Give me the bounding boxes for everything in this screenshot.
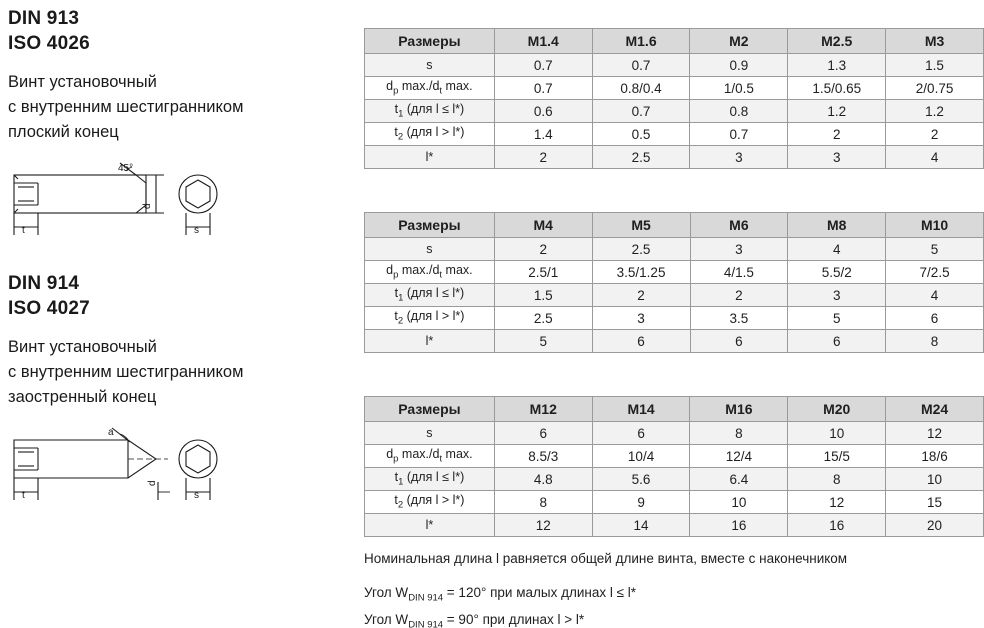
- table-row: [365, 146, 984, 169]
- dimensions-table-3: [364, 396, 984, 537]
- desc-line-3: плоский конец: [8, 123, 119, 141]
- cell: 0.8/0.4: [592, 77, 690, 100]
- row-label-t2: $t_2$ (для l > l*): [365, 123, 495, 146]
- cell: 6: [592, 422, 690, 445]
- col-header-m10: M10: [886, 213, 984, 238]
- cell: 5: [494, 330, 592, 353]
- cell: 18/6: [886, 445, 984, 468]
- col-header-sizes: Размеры: [365, 213, 495, 238]
- col-header-m14: M1.4: [494, 29, 592, 54]
- standard-block-din913: [8, 6, 348, 245]
- dimensions-table-1-wrapper: [364, 28, 984, 169]
- table-row: [365, 307, 984, 330]
- cell: 8: [886, 330, 984, 353]
- cell: 15/5: [788, 445, 886, 468]
- cell: 2: [788, 123, 886, 146]
- col-header-m3: M3: [886, 29, 984, 54]
- cell: 6.4: [690, 468, 788, 491]
- cell: 0.7: [494, 54, 592, 77]
- row-label-dp-dt: $d_p$ $\max./d_t$ max.: [365, 261, 495, 284]
- cell: 10: [788, 422, 886, 445]
- col-header-m16: M1.6: [592, 29, 690, 54]
- cell: 0.7: [592, 100, 690, 123]
- std2-title-line2: ISO 4027: [8, 298, 90, 319]
- row-label-t1: $t_1$ (для l ≤ l*): [365, 100, 495, 123]
- row-label-dp-dt: $d_p$ $\max./d_t$ max.: [365, 77, 495, 100]
- cell: 0.8: [690, 100, 788, 123]
- col-header-sizes: Размеры: [365, 29, 495, 54]
- cell: 2: [690, 284, 788, 307]
- cell: 2: [494, 146, 592, 169]
- dimensions-table-2-wrapper: [364, 212, 984, 353]
- note-angles: [364, 582, 964, 628]
- table-row: [365, 491, 984, 514]
- col-header-m12: M12: [494, 397, 592, 422]
- cell: 2.5: [592, 238, 690, 261]
- standard-block-din914: [8, 271, 348, 510]
- cell: 2: [494, 238, 592, 261]
- cell: 1/0.5: [690, 77, 788, 100]
- col-header-m14: M14: [592, 397, 690, 422]
- cell: 3: [788, 146, 886, 169]
- cell: 5: [788, 307, 886, 330]
- angle-label-alpha: a: [108, 427, 114, 438]
- cell: 5: [886, 238, 984, 261]
- table-header-row: [365, 213, 984, 238]
- cell: 5.5/2: [788, 261, 886, 284]
- cell: 3: [690, 238, 788, 261]
- cell: 4.8: [494, 468, 592, 491]
- col-header-m24: M24: [886, 397, 984, 422]
- cell: 2.5: [494, 307, 592, 330]
- cell: 3: [788, 284, 886, 307]
- row-label-lstar: l*: [365, 146, 495, 169]
- description-din914: [8, 335, 348, 410]
- cell: 1.5: [494, 284, 592, 307]
- row-label-t2: $t_2$ (для l > l*): [365, 307, 495, 330]
- cell: 4: [788, 238, 886, 261]
- table-row: [365, 330, 984, 353]
- table-header-row: [365, 29, 984, 54]
- label2-d: d: [147, 480, 158, 486]
- row-label-dp-dt: $d_p$ $\max./d_t$ max.: [365, 445, 495, 468]
- col-header-m6: M6: [690, 213, 788, 238]
- cell: 12: [494, 514, 592, 537]
- cell: 1.5: [886, 54, 984, 77]
- cell: 3: [690, 146, 788, 169]
- table-header-row: [365, 397, 984, 422]
- angle-label-45: 45°: [118, 163, 134, 174]
- label-s: s: [194, 225, 199, 236]
- cell: 6: [788, 330, 886, 353]
- cell: 3.5/1.25: [592, 261, 690, 284]
- cell: 20: [886, 514, 984, 537]
- desc2-line-2: с внутренним шестигранником: [8, 363, 244, 381]
- desc2-line-1: Винт установочный: [8, 338, 157, 356]
- table-row: [365, 123, 984, 146]
- dimensions-table-2: [364, 212, 984, 353]
- note-nominal-length: Номинальная длина l равняется общей длине винта, вместе с наконечником: [364, 551, 848, 566]
- cell: 0.6: [494, 100, 592, 123]
- cell: 5.6: [592, 468, 690, 491]
- cell: 6: [690, 330, 788, 353]
- cell: 2.5/1: [494, 261, 592, 284]
- cell: 2: [592, 284, 690, 307]
- cell: 0.7: [690, 123, 788, 146]
- col-header-m2: M2: [690, 29, 788, 54]
- cell: 2/0.75: [886, 77, 984, 100]
- notes-section: [364, 549, 964, 628]
- col-header-m20: M20: [788, 397, 886, 422]
- col-header-sizes: Размеры: [365, 397, 495, 422]
- drawing-din914: [8, 426, 240, 510]
- note-angle-90: Угол $W_{DIN 914} = 90^\circ$ при длинах l > l*: [364, 611, 585, 628]
- cell: 1.2: [886, 100, 984, 123]
- table-row: [365, 238, 984, 261]
- description-din913: [8, 70, 348, 145]
- cell: 1.3: [788, 54, 886, 77]
- table-row: [365, 468, 984, 491]
- cell: 12/4: [690, 445, 788, 468]
- cell: 10/4: [592, 445, 690, 468]
- cell: 9: [592, 491, 690, 514]
- cell: 10: [690, 491, 788, 514]
- row-label-t2: $t_2$ (для l > l*): [365, 491, 495, 514]
- row-label-s: s: [365, 54, 495, 77]
- table-row: [365, 77, 984, 100]
- cell: 8: [690, 422, 788, 445]
- dimensions-table-3-wrapper: [364, 396, 984, 537]
- dimensions-table-1: [364, 28, 984, 169]
- std-title-line2: ISO 4026: [8, 33, 90, 54]
- cell: 8: [788, 468, 886, 491]
- cell: 8.5/3: [494, 445, 592, 468]
- screw-flat-point-drawing: [8, 161, 240, 245]
- col-header-m4: M4: [494, 213, 592, 238]
- cell: 0.7: [494, 77, 592, 100]
- cell: 0.9: [690, 54, 788, 77]
- row-label-lstar: l*: [365, 330, 495, 353]
- col-header-m25: M2.5: [788, 29, 886, 54]
- col-header-m5: M5: [592, 213, 690, 238]
- cell: 12: [886, 422, 984, 445]
- cell: 16: [788, 514, 886, 537]
- col-header-m16: M16: [690, 397, 788, 422]
- cell: 12: [788, 491, 886, 514]
- cell: 1.2: [788, 100, 886, 123]
- cell: 6: [592, 330, 690, 353]
- row-label-s: s: [365, 238, 495, 261]
- cell: 4: [886, 146, 984, 169]
- screw-cone-point-drawing: [8, 426, 240, 510]
- cell: 2: [886, 123, 984, 146]
- table-row: [365, 422, 984, 445]
- col-header-m8: M8: [788, 213, 886, 238]
- note-angle-120: Угол $W_{DIN 914} = 120^\circ$ при малых длинах l ≤ l*: [364, 585, 637, 604]
- row-label-t1: $t_1$ (для l ≤ l*): [365, 468, 495, 491]
- cell: 15: [886, 491, 984, 514]
- cell: 10: [886, 468, 984, 491]
- row-label-t1: $t_1$ (для l ≤ l*): [365, 284, 495, 307]
- cell: 0.7: [592, 54, 690, 77]
- cell: 16: [690, 514, 788, 537]
- desc2-line-3: заостренный конец: [8, 388, 157, 406]
- row-label-s: s: [365, 422, 495, 445]
- cell: 6: [494, 422, 592, 445]
- cell: 8: [494, 491, 592, 514]
- label2-t: t: [22, 490, 25, 501]
- cell: 7/2.5: [886, 261, 984, 284]
- row-label-lstar: l*: [365, 514, 495, 537]
- cell: 4/1.5: [690, 261, 788, 284]
- label-t: t: [22, 225, 25, 236]
- table-row: [365, 54, 984, 77]
- std-title-line1: DIN 913: [8, 8, 80, 29]
- cell: 2.5: [592, 146, 690, 169]
- cell: 14: [592, 514, 690, 537]
- desc-line-2: с внутренним шестигранником: [8, 98, 244, 116]
- desc-line-1: Винт установочный: [8, 73, 157, 91]
- drawing-din913: [8, 161, 240, 245]
- table-row: [365, 514, 984, 537]
- label-d: d: [142, 203, 153, 209]
- cell: 1.5/0.65: [788, 77, 886, 100]
- cell: 3: [592, 307, 690, 330]
- left-column: [8, 6, 348, 510]
- label2-s: s: [194, 490, 199, 501]
- cell: 1.4: [494, 123, 592, 146]
- cell: 6: [886, 307, 984, 330]
- table-row: [365, 284, 984, 307]
- table-row: [365, 261, 984, 284]
- cell: 4: [886, 284, 984, 307]
- cell: 0.5: [592, 123, 690, 146]
- std2-title-line1: DIN 914: [8, 273, 80, 294]
- cell: 3.5: [690, 307, 788, 330]
- table-row: [365, 445, 984, 468]
- table-row: [365, 100, 984, 123]
